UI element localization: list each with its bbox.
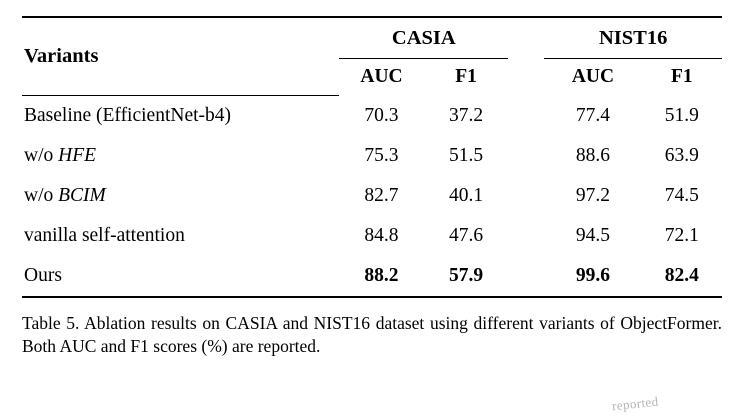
table-row	[22, 176, 722, 216]
cell-spacer	[508, 136, 544, 176]
row-label	[22, 176, 339, 216]
cell-nist16-f1: 51.9	[664, 105, 699, 127]
subheader-nist16-f1: F1	[670, 66, 693, 88]
cell-spacer	[508, 96, 544, 137]
row-label-text: Ours	[24, 265, 62, 287]
cell-nist16-f1: 82.4	[642, 256, 722, 297]
table-caption	[22, 312, 722, 358]
watermark-text: reported	[611, 393, 660, 414]
subheader-nist16-auc: AUC	[571, 66, 615, 88]
cell-nist16-f1: 63.9	[664, 145, 699, 167]
cell-casia-auc: 70.3	[364, 105, 399, 127]
row-label	[22, 256, 339, 297]
column-header-variants: Variants	[22, 17, 339, 95]
cell-casia-auc: 84.8	[364, 225, 399, 247]
table-header-group-row	[22, 17, 722, 58]
cell-casia-f1: 51.5	[449, 145, 484, 167]
cell-casia-auc: 75.3	[364, 145, 399, 167]
cell-nist16-auc: 99.6	[544, 256, 641, 297]
subheader-spacer	[508, 59, 544, 95]
group-header-casia: CASIA	[339, 17, 508, 58]
row-label-text: Baseline (EfficientNet-b4)	[24, 105, 232, 127]
row-label	[22, 136, 339, 176]
caption-number: Table 5.	[22, 313, 80, 334]
table-row	[22, 136, 722, 176]
subheader-casia-f1: F1	[455, 66, 477, 88]
subheader-casia-auc: AUC	[360, 66, 403, 88]
row-label-italic: BCIM	[58, 185, 106, 207]
caption-text: Ablation results on CASIA and NIST16 dataset using different variants of ObjectFormer. Both AUC and F1 scores (%) are reported.	[22, 313, 722, 357]
cell-nist16-auc: 97.2	[575, 185, 610, 207]
row-label-italic: HFE	[58, 145, 97, 167]
group-header-nist16: NIST16	[544, 17, 722, 58]
cell-casia-auc: 88.2	[339, 256, 424, 297]
cell-nist16-auc: 77.4	[575, 105, 610, 127]
cell-spacer	[508, 216, 544, 256]
row-label	[22, 216, 339, 256]
ablation-results-table	[22, 16, 722, 298]
table-row	[22, 96, 722, 137]
cell-nist16-f1: 72.1	[664, 225, 699, 247]
row-label-text: vanilla self-attention	[24, 225, 185, 247]
row-label-text: w/o	[24, 185, 59, 207]
table-row	[22, 256, 722, 297]
cell-spacer	[508, 256, 544, 297]
cell-casia-f1: 47.6	[449, 225, 484, 247]
cell-nist16-f1: 74.5	[664, 185, 699, 207]
row-label-text: w/o	[24, 145, 59, 167]
cell-spacer	[508, 176, 544, 216]
row-label	[22, 96, 339, 137]
table-row	[22, 216, 722, 256]
cell-casia-f1: 37.2	[449, 105, 484, 127]
cell-casia-f1: 40.1	[449, 185, 484, 207]
cell-casia-f1: 57.9	[424, 256, 509, 297]
cell-nist16-auc: 88.6	[575, 145, 610, 167]
cell-nist16-auc: 94.5	[575, 225, 610, 247]
cell-casia-auc: 82.7	[364, 185, 399, 207]
header-spacer	[508, 17, 544, 58]
